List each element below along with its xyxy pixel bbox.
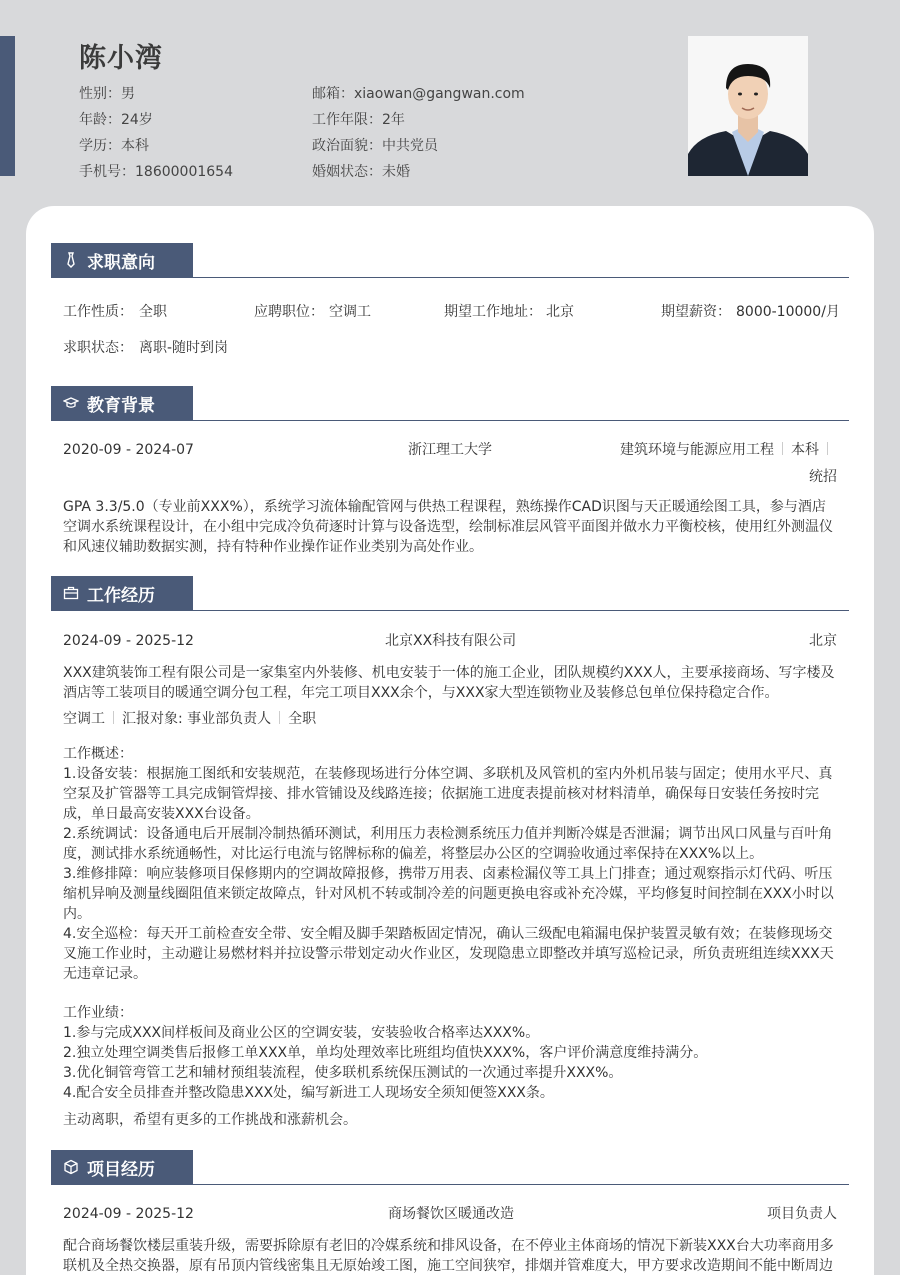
- company-description: XXX建筑装饰工程有限公司是一家集室内外装修、机电安装于一体的施工企业，团队规模约XXX人，主要承接商场、写字楼及酒店等工装项目的暖通空调分包工程，年完工项目XXX余个，与XXX家大型连锁物业及装修总包单位保持稳定合作。: [63, 665, 835, 701]
- work-achievements: [63, 1003, 839, 1103]
- email: 邮箱：xiaowan@gangwan.com: [312, 86, 525, 102]
- edu-major-degree: [620, 440, 836, 460]
- work-achievement-item: 4.配合安全员排查并整改隐患XXX处，编写新进工人现场安全须知便签XXX条。: [63, 1085, 554, 1101]
- political-status: 政治面貌：中共党员: [312, 138, 438, 154]
- tie-icon: [63, 252, 79, 268]
- edu-major: 建筑环境与能源应用工程: [620, 442, 774, 458]
- education-level: 学历：本科: [79, 138, 149, 154]
- work-summary-title: 工作概述：: [63, 746, 133, 762]
- status-value: 离职-随时到岗: [139, 340, 229, 356]
- work-job-type: 全职: [288, 711, 317, 727]
- section-title-work: 工作经历: [87, 585, 155, 606]
- accent-bar: [0, 36, 15, 176]
- section-title-project: 项目经历: [87, 1159, 155, 1180]
- separator: [113, 711, 114, 724]
- age: 年龄：24岁: [79, 112, 153, 128]
- cube-icon: [63, 1159, 79, 1175]
- job-type-value: 全职: [139, 304, 167, 320]
- work-report-to: 汇报对象: 事业部负责人: [122, 711, 272, 727]
- work-period: 2024-09 - 2025-12: [63, 633, 194, 649]
- work-achievement-item: 3.优化铜管弯管工艺和辅材预组装流程，使多联机系统保压测试的一次通过率提升XXX%。: [63, 1065, 623, 1081]
- edu-school: 浙江理工大学: [408, 442, 492, 458]
- edu-period: 2020-09 - 2024-07: [63, 442, 194, 458]
- experience-years: 工作年限：2年: [312, 112, 405, 128]
- edu-degree: 本科: [791, 442, 819, 458]
- phone: 手机号：18600001654: [79, 164, 233, 180]
- work-summary-item: 1.设备安装：根据施工图纸和安装规范，在装修现场进行分体空调、多联机及风管机的室内外机吊装与固定；使用水平尺、真空泵及扩管器等工具完成铜管焊接、排水管铺设及线路连接；依据施工进度表提前核对材料清单，确保每日安装任务按时完成，单日最高安装XXX台设备。: [63, 766, 833, 822]
- salary-value: 8000-10000/月: [736, 304, 840, 320]
- work-city: 北京: [809, 633, 837, 649]
- salary-label: 期望薪资：: [661, 304, 731, 320]
- candidate-name: 陈小湾: [79, 43, 163, 74]
- separator: [827, 442, 828, 455]
- location-label: 期望工作地址：: [444, 304, 542, 320]
- separator: [782, 442, 783, 455]
- project-description: 配合商场餐饮楼层重装升级，需要拆除原有老旧的冷媒系统和排风设备，在不停业主体商场的情况下新装XXX台大功率商用多联机及全热交换器，原有吊顶内管线密集且无原始竣工图，施工空间狭窄，排烟并管难度大，甲方要求改造期间不能中断周边: [63, 1238, 834, 1274]
- section-header-intention: [51, 243, 849, 278]
- section-tag-work: [51, 576, 193, 610]
- edu-mode: 统招: [809, 469, 837, 485]
- section-header-project: [51, 1150, 849, 1185]
- section-title-education: 教育背景: [87, 395, 155, 416]
- work-company: 北京XX科技有限公司: [385, 633, 517, 649]
- position-label: 应聘职位：: [254, 304, 324, 320]
- section-tag-education: [51, 386, 193, 420]
- work-summary-item: 3.维修排障：响应装修项目保修期内的空调故障报修，携带万用表、卤素检漏仪等工具上门排查；通过观察指示灯代码、听压缩机异响及测量线圈阻值来锁定故障点，针对风机不转或制冷差的问题更换电容或补充冷媒，平均修复时间控制在XXX小时以内。: [63, 866, 834, 922]
- graduation-cap-icon: [63, 395, 79, 411]
- project-period: 2024-09 - 2025-12: [63, 1206, 194, 1222]
- section-header-work: [51, 576, 849, 611]
- marital-status: 婚姻状态：未婚: [312, 164, 410, 180]
- section-tag-project: [51, 1150, 193, 1184]
- gender: 性别：男: [79, 86, 135, 102]
- location-value: 北京: [546, 304, 574, 320]
- status-label: 求职状态：: [63, 340, 133, 356]
- section-tag-intention: [51, 243, 193, 277]
- project-role: 项目负责人: [767, 1206, 837, 1222]
- work-role: 空调工: [63, 711, 105, 727]
- leave-reason: 主动离职，希望有更多的工作挑战和涨薪机会。: [63, 1112, 357, 1128]
- position-value: 空调工: [329, 304, 371, 320]
- section-title-intention: 求职意向: [87, 252, 155, 273]
- work-achievements-title: 工作业绩：: [63, 1005, 133, 1021]
- job-type-label: 工作性质：: [63, 304, 133, 320]
- work-summary-item: 4.安全巡检：每天开工前检查安全带、安全帽及脚手架踏板固定情况，确认三级配电箱漏电保护装置灵敏有效；在装修现场交叉施工作业时，主动避让易燃材料并拉设警示带划定动火作业区，发现隐患立即整改并填写巡检记录，所负责班组连续XXX天无违章记录。: [63, 926, 834, 982]
- project-name: 商场餐饮区暖通改造: [388, 1206, 514, 1222]
- avatar-photo: [688, 36, 808, 176]
- work-meta: [63, 709, 316, 729]
- edu-description: GPA 3.3/5.0（专业前XXX%），系统学习流体输配管网与供热工程课程，熟练操作CAD识图与天正暖通绘图工具，参与酒店空调水系统课程设计，在小组中完成冷负荷逐时计算与设备选型，绘制标准层风管平面图并做水力平衡校核，使用红外测温仪和风速仪辅助数据实测，持有特种作业操作证作业类别为高处作业。: [63, 499, 833, 555]
- briefcase-icon: [63, 585, 79, 601]
- section-header-education: [51, 386, 849, 421]
- separator: [279, 711, 280, 724]
- work-summary: [63, 744, 839, 984]
- work-achievement-item: 1.参与完成XXX间样板间及商业公区的空调安装，安装验收合格率达XXX%。: [63, 1025, 540, 1041]
- work-summary-item: 2.系统调试：设备通电后开展制冷制热循环测试，利用压力表检测系统压力值并判断冷媒是否泄漏；调节出风口风量与百叶角度，测试排水系统通畅性，对比运行电流与铭牌标称的偏差，将整层办公区的空调验收通过率保持在XXX%以上。: [63, 826, 833, 862]
- work-achievement-item: 2.独立处理空调类售后报修工单XXX单，单均处理效率比班组均值快XXX%，客户评价满意度维持满分。: [63, 1045, 708, 1061]
